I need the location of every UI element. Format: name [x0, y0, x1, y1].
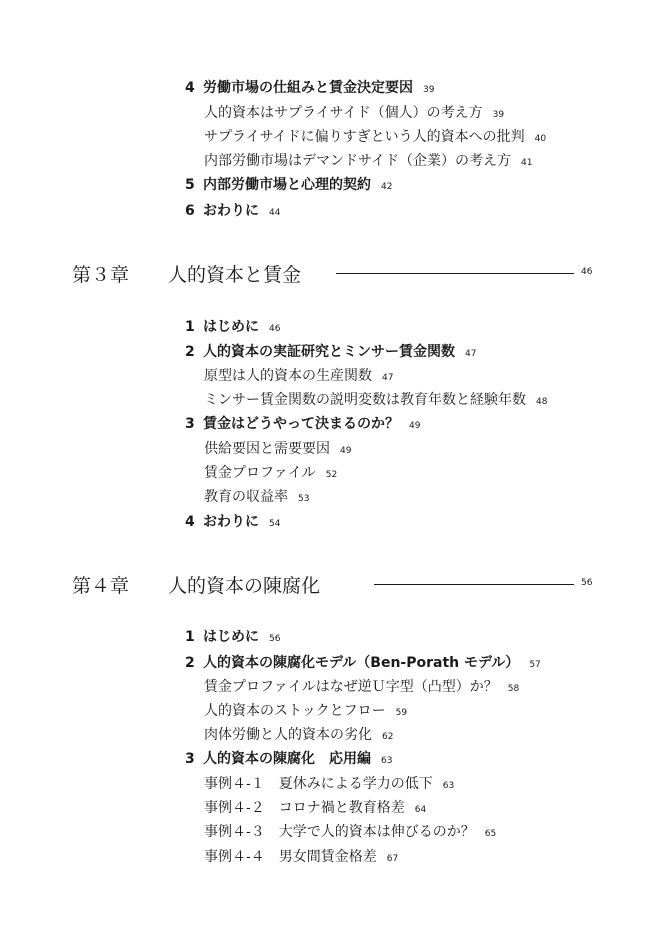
subsection-title: 人的資本のストックとフロー — [204, 703, 386, 719]
toc-section-4 — [185, 77, 434, 97]
chapter-4-heading — [72, 571, 320, 598]
page-number: 64 — [414, 805, 427, 815]
page-number: 52 — [325, 470, 338, 480]
chapter-3-heading — [72, 260, 301, 287]
subsection-title: サプライサイドに偏りすぎという人的資本への批判 — [204, 129, 525, 145]
page-number: 41 — [521, 158, 533, 168]
section-number: 1 — [185, 629, 195, 645]
toc-section-4 — [185, 511, 280, 531]
section-number: 3 — [185, 416, 195, 432]
subsection-title: 賃金プロファイル — [204, 465, 316, 481]
toc-section-2 — [185, 652, 541, 672]
section-number: 5 — [185, 177, 195, 193]
section-number: 2 — [185, 344, 195, 360]
page-number: 47 — [465, 349, 477, 359]
page-number: 49 — [409, 421, 421, 431]
section-title: おわりに — [203, 514, 259, 530]
subsection-title: 事例４-１ 夏休みによる学力の低下 — [204, 776, 433, 792]
chapter-leader-rule — [336, 273, 574, 274]
page-number: 48 — [536, 397, 548, 407]
subsection-title: 原型は人的資本の生産関数 — [204, 368, 372, 384]
toc-subsection — [204, 389, 547, 409]
page-number: 67 — [386, 854, 399, 864]
toc-subsection — [204, 438, 351, 458]
toc-section-1 — [185, 316, 280, 336]
page-number: 53 — [298, 494, 310, 504]
page-number: 59 — [395, 708, 408, 718]
subsection-title: 供給要因と需要要因 — [204, 441, 330, 457]
section-number: 6 — [185, 203, 195, 219]
toc-subsection — [204, 724, 393, 744]
toc-section-3 — [185, 748, 392, 768]
page-number: 63 — [381, 756, 393, 766]
section-number: 3 — [185, 751, 195, 767]
chapter-page-number: 46 — [581, 267, 593, 277]
page-number: 58 — [507, 684, 520, 694]
subsection-title: 事例４-４ 男女間賃金格差 — [204, 849, 377, 865]
toc-section-6 — [185, 200, 280, 220]
chapter-page-number: 56 — [581, 578, 593, 588]
toc-subsection — [204, 102, 504, 122]
page-number: 54 — [269, 519, 281, 529]
chapter-label: 第４章 — [72, 575, 130, 597]
page-number: 44 — [269, 208, 281, 218]
page-number: 56 — [269, 634, 281, 644]
page-number: 40 — [534, 134, 547, 144]
section-title: はじめに — [203, 319, 259, 335]
toc-subsection — [204, 773, 454, 793]
toc-subsection — [204, 700, 407, 720]
subsection-title: 賃金プロファイルはなぜ逆Ｕ字型（凸型）か？ — [204, 679, 498, 695]
section-number: 4 — [185, 514, 195, 530]
section-title: おわりに — [203, 203, 259, 219]
toc-subsection — [204, 797, 426, 817]
section-number: 1 — [185, 319, 195, 335]
toc-subsection — [204, 676, 519, 696]
toc-subsection — [204, 846, 398, 866]
page-number: 57 — [529, 660, 541, 670]
page-number: 39 — [492, 110, 505, 120]
section-title: 人的資本の実証研究とミンサー賃金関数 — [203, 344, 455, 360]
chapter-leader-rule — [374, 584, 574, 585]
chapter-title: 人的資本と賃金 — [168, 264, 302, 286]
subsection-title: 教育の収益率 — [204, 489, 288, 505]
section-title: 賃金はどうやって決まるのか？ — [203, 416, 399, 432]
toc-subsection — [204, 365, 393, 385]
chapter-label: 第３章 — [72, 264, 130, 286]
toc-section-2 — [185, 341, 476, 361]
section-title: 人的資本の陳腐化 応用編 — [203, 751, 371, 767]
toc-subsection — [204, 126, 546, 146]
subsection-title: 内部労働市場はデマンドサイド（企業）の考え方 — [204, 153, 512, 169]
section-number: 2 — [185, 655, 195, 671]
section-title: 人的資本の陳腐化モデル（Ben-Porath モデル） — [203, 655, 520, 671]
subsection-title: 肉体労働と人的資本の劣化 — [204, 727, 372, 743]
section-title: 内部労働市場と心理的契約 — [203, 177, 371, 193]
toc-subsection — [204, 486, 309, 506]
page-number: 47 — [382, 373, 394, 383]
subsection-title: 事例４-２ コロナ禍と教育格差 — [204, 800, 405, 816]
toc-subsection — [204, 150, 532, 170]
page-number: 65 — [484, 829, 497, 839]
subsection-title: ミンサー賃金関数の説明変数は教育年数と経験年数 — [204, 392, 526, 408]
page-number: 62 — [382, 732, 394, 742]
chapter-title: 人的資本の陳腐化 — [168, 575, 321, 597]
subsection-title: 人的資本はサプライサイド（個人）の考え方 — [204, 105, 483, 121]
toc-subsection — [204, 821, 496, 841]
page-number: 42 — [381, 182, 393, 192]
section-title: はじめに — [203, 629, 259, 645]
section-title: 労働市場の仕組みと賃金決定要因 — [203, 80, 413, 96]
toc-section-3 — [185, 413, 420, 433]
toc-subsection — [204, 462, 337, 482]
page-number: 39 — [423, 85, 435, 95]
page-number: 63 — [442, 781, 455, 791]
page-number: 49 — [340, 446, 352, 456]
toc-section-1 — [185, 626, 280, 646]
toc-section-5 — [185, 174, 392, 194]
page-number: 46 — [269, 324, 281, 334]
section-number: 4 — [185, 80, 195, 96]
subsection-title: 事例４-３ 大学で人的資本は伸びるのか？ — [204, 824, 475, 840]
